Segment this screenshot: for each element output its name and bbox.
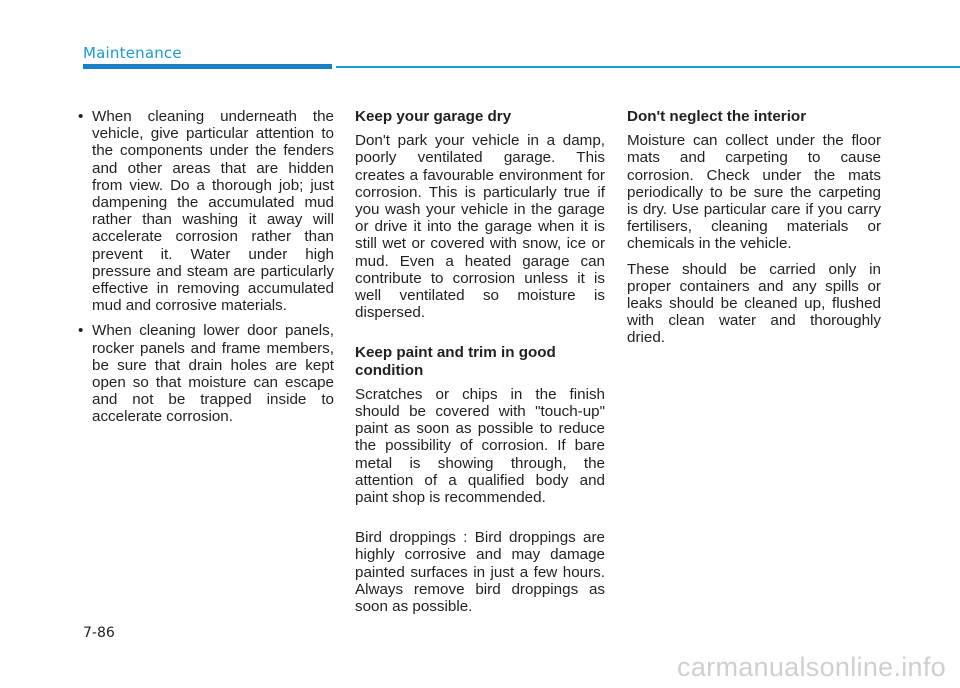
- watermark-text: carmanualsonline.info: [677, 652, 946, 682]
- heading-interior: Don't neglect the interior: [627, 108, 807, 125]
- bullet-dot-icon: •: [78, 322, 84, 340]
- paragraph-garage: Don't park your vehicle in a damp, poorly ventilated garage. This creates a favourable environment for corrosion. This is particularly true if you wash your vehicle in the garage or drive it into the garage when it is still wet or covered with snow, ice or mud. Even a heated garage can contribute to corrosion unless it is well ventilated so moisture is dispersed.: [355, 132, 605, 322]
- section-title: Maintenance: [83, 44, 182, 62]
- bullet-text: When cleaning underneath the vehicle, give particular attention to the components under the fenders and other areas that are hidden from view. Do a thorough job; just dampening the accumulated mud rather than washing it away will accelerate corrosion rather than prevent it. Water under high pressure and steam are particularly effective in removing accumulated mud and corrosive materials.: [92, 108, 334, 315]
- column-left: [76, 108, 334, 434]
- paragraph-interior: Moisture can collect under the floor mats and carpeting to cause corrosion. Check under the mats periodically to be sure the carpeting is dry. Use particular care if you carry fertilisers, cleaning materials or chemicals in the vehicle.: [627, 132, 881, 253]
- bullet-dot-icon: •: [78, 108, 84, 125]
- heading-garage: Keep your garage dry: [355, 108, 512, 125]
- spacer: [355, 329, 605, 344]
- page-number: 7-86: [83, 625, 115, 641]
- column-middle: [355, 108, 605, 623]
- header-rule-thick: [83, 64, 332, 69]
- bullet-item: [76, 108, 334, 314]
- bullet-text: When cleaning lower door panels, rocker panels and frame members, be sure that drain holes are kept open so that moisture can escape and not be trapped inside to accelerate corrosion.: [92, 322, 334, 426]
- paragraph-containers: These should be carried only in proper containers and any spills or leaks should be cleaned up, flushed with clean water and thoroughly dried.: [627, 260, 881, 347]
- heading-paint: Keep paint and trim in good condition: [355, 344, 556, 379]
- bullet-item: [76, 322, 334, 425]
- column-right: [627, 108, 881, 355]
- paragraph-paint: Scratches or chips in the finish should be covered with "touch-up" paint as soon as possible to reduce the possibility of corrosion. If bare metal is showing through, the attention of a qualified body and paint shop is recommended.: [355, 385, 605, 507]
- header-rule-thin: [336, 66, 960, 68]
- spacer: [355, 514, 605, 529]
- paragraph-bird-droppings: Bird droppings : Bird droppings are highly corrosive and may damage painted surfaces in just a few hours. Always remove bird droppings as soon as possible.: [355, 529, 605, 616]
